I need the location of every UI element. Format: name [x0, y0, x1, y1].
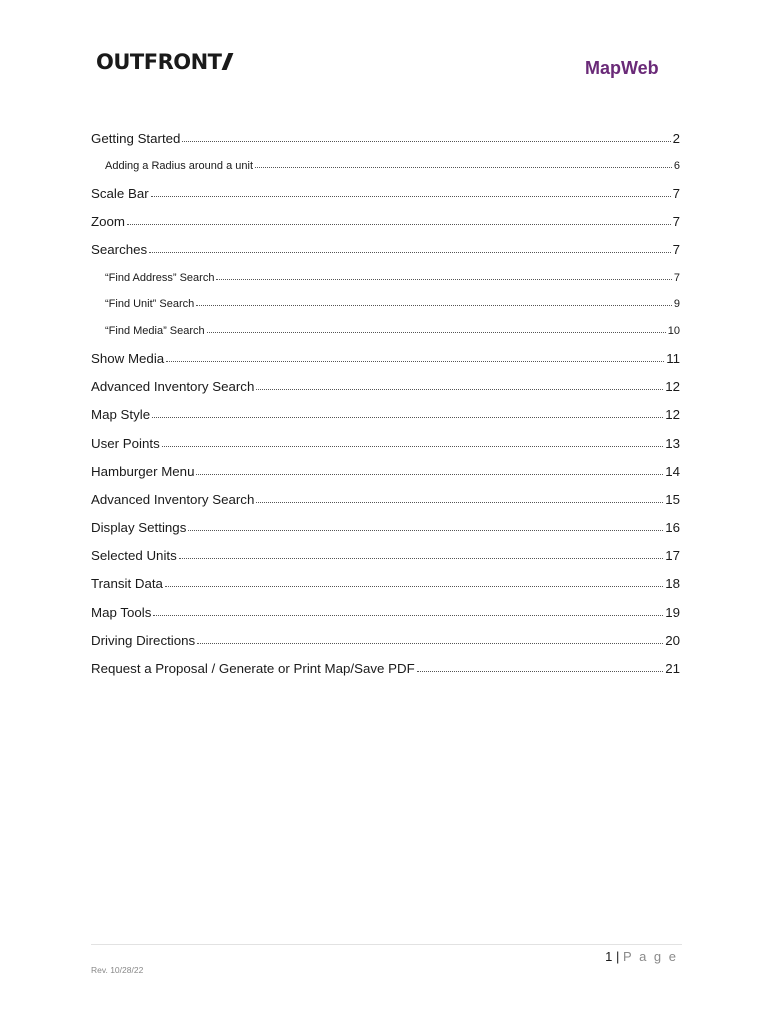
toc-entry-page-number: 7 — [673, 271, 680, 284]
toc-entry[interactable] — [91, 398, 680, 422]
toc-entry[interactable] — [91, 122, 680, 146]
toc-dot-leader — [162, 446, 663, 447]
toc-entry[interactable] — [91, 596, 680, 620]
toc-entry-page-number: 10 — [667, 325, 680, 338]
table-of-contents — [91, 122, 680, 680]
toc-entry-label: Advanced Inventory Search — [91, 491, 255, 507]
toc-entry-page-number: 2 — [672, 131, 680, 146]
toc-dot-leader — [127, 224, 671, 225]
toc-entry-page-number: 18 — [665, 576, 680, 592]
toc-entry[interactable] — [91, 288, 680, 310]
toc-entry-label: Adding a Radius around a unit — [105, 160, 253, 173]
toc-entry-page-number: 9 — [673, 298, 680, 311]
toc-entry-label: Scale Bar — [91, 185, 149, 201]
toc-dot-leader — [196, 474, 663, 475]
app-title: MapWeb — [585, 58, 659, 78]
toc-entry-page-number: 13 — [665, 435, 680, 451]
toc-entry-page-number: 16 — [665, 520, 680, 536]
toc-dot-leader — [207, 332, 666, 333]
toc-dot-leader — [417, 671, 663, 672]
page-number-value: 1 — [605, 949, 613, 964]
toc-entry[interactable] — [91, 177, 680, 201]
toc-entry-label: Show Media — [91, 350, 165, 366]
toc-entry[interactable] — [91, 539, 680, 563]
toc-entry[interactable] — [91, 262, 680, 284]
page-number — [605, 949, 678, 964]
toc-entry-label: Map Tools — [91, 604, 152, 620]
toc-entry-page-number: 14 — [665, 463, 680, 479]
page-number-separator: | — [616, 949, 620, 964]
toc-entry[interactable] — [91, 315, 680, 337]
toc-entry-label: Transit Data — [91, 576, 163, 592]
toc-entry[interactable] — [91, 233, 680, 257]
toc-entry-page-number: 12 — [665, 407, 680, 423]
toc-dot-leader — [152, 417, 663, 418]
toc-entry-label: Searches — [91, 242, 148, 258]
toc-dot-leader — [197, 643, 663, 644]
toc-dot-leader — [165, 586, 663, 587]
toc-entry-page-number: 19 — [665, 604, 680, 620]
toc-entry-page-number: 15 — [665, 491, 680, 507]
toc-dot-leader — [256, 502, 663, 503]
toc-entry-label: Getting Started — [91, 131, 181, 146]
outfront-logo — [96, 50, 230, 74]
toc-entry-page-number: 12 — [665, 379, 680, 395]
toc-entry[interactable] — [91, 370, 680, 394]
toc-entry-page-number: 21 — [665, 661, 680, 676]
toc-entry-label: Selected Units — [91, 548, 177, 564]
toc-dot-leader — [166, 361, 664, 362]
toc-entry-page-number: 7 — [672, 242, 680, 258]
logo-slash-icon — [221, 53, 233, 70]
toc-entry[interactable] — [91, 624, 680, 648]
toc-dot-leader — [151, 196, 671, 197]
toc-dot-leader — [153, 615, 663, 616]
toc-entry-label: “Find Address” Search — [105, 271, 215, 284]
toc-entry-label: Driving Directions — [91, 632, 196, 648]
page-word: P a g e — [623, 949, 678, 964]
toc-entry[interactable] — [91, 483, 680, 507]
toc-entry-label: “Find Media” Search — [105, 325, 205, 338]
revision-date: Rev. 10/28/22 — [91, 965, 144, 975]
toc-entry[interactable] — [91, 567, 680, 591]
toc-entry-label: User Points — [91, 435, 160, 451]
toc-entry-label: Display Settings — [91, 520, 187, 536]
toc-entry[interactable] — [91, 342, 680, 366]
logo-text: OUTFRONT — [96, 50, 222, 74]
toc-entry[interactable] — [91, 455, 680, 479]
toc-dot-leader — [188, 530, 663, 531]
toc-entry-page-number: 7 — [672, 185, 680, 201]
toc-entry-page-number: 6 — [673, 160, 680, 173]
toc-dot-leader — [149, 252, 670, 253]
toc-entry[interactable] — [91, 511, 680, 535]
footer-divider — [91, 944, 682, 945]
toc-dot-leader — [179, 558, 663, 559]
toc-entry-label: Advanced Inventory Search — [91, 379, 255, 395]
toc-entry-page-number: 7 — [672, 214, 680, 230]
toc-entry-label: Hamburger Menu — [91, 463, 195, 479]
toc-dot-leader — [182, 141, 670, 142]
toc-dot-leader — [216, 279, 671, 280]
toc-entry[interactable] — [91, 427, 680, 451]
toc-entry[interactable] — [91, 205, 680, 229]
toc-dot-leader — [196, 305, 672, 306]
toc-entry-page-number: 20 — [665, 632, 680, 648]
toc-entry[interactable] — [91, 150, 680, 172]
toc-entry-page-number: 17 — [665, 548, 680, 564]
toc-entry-label: Map Style — [91, 407, 151, 423]
toc-dot-leader — [256, 389, 663, 390]
toc-entry-label: “Find Unit” Search — [105, 298, 195, 311]
toc-entry-label: Zoom — [91, 214, 125, 230]
toc-dot-leader — [255, 167, 672, 168]
toc-entry-page-number: 11 — [666, 350, 680, 366]
toc-entry[interactable] — [91, 652, 680, 676]
toc-entry-label: Request a Proposal / Generate or Print Map/Save PDF — [91, 661, 415, 676]
